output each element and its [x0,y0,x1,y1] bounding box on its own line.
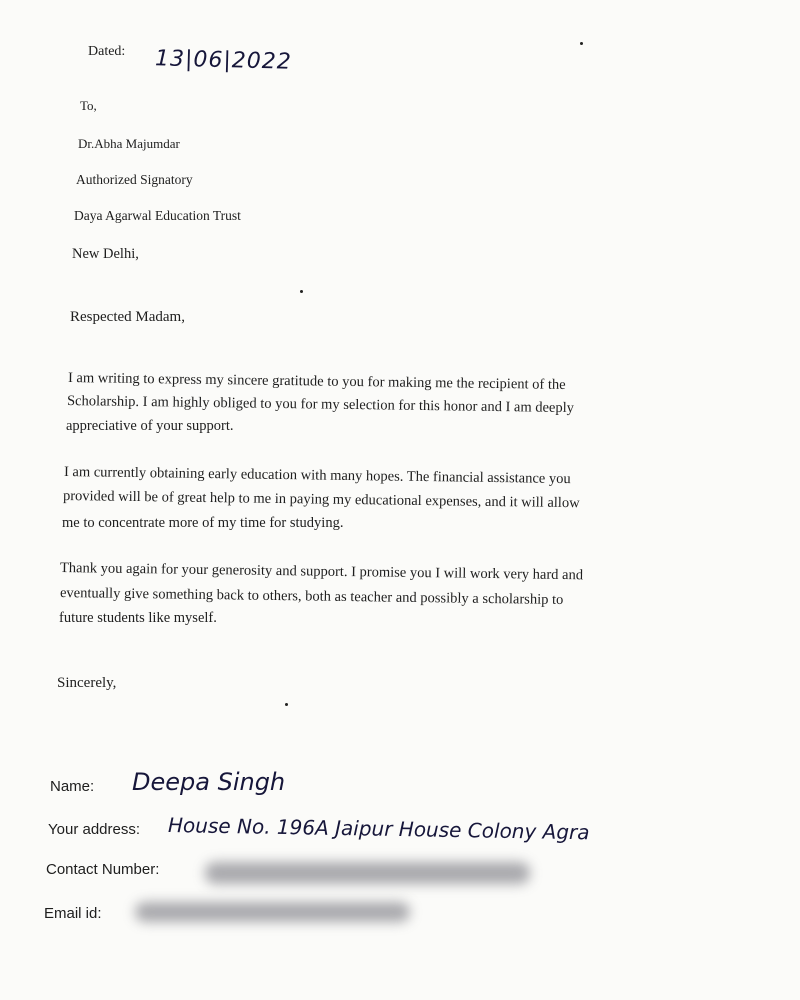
email-redacted [135,902,410,922]
speck [300,290,303,293]
paragraph-3-line-1: Thank you again for your generosity and support. I promise you I will work very hard and [59,560,584,584]
contact-label: Contact Number: [46,861,160,878]
paragraph-2-line-1: I am currently obtaining early education with many hopes. The financial assistance you [63,464,571,488]
name-value: Deepa Singh [132,768,286,796]
paragraph-1-line-2: Scholarship. I am highly obliged to you for my selection for this honor and I am deeply [66,393,575,417]
paragraph-2-line-3: me to concentrate more of my time for studying. [62,515,344,531]
speck [285,703,288,706]
recipient-org: Daya Agarwal Education Trust [74,208,241,223]
paragraph-1-line-1: I am writing to express my sincere gratitude to you for making me the recipient of the [67,370,566,393]
recipient-name: Dr.Abha Majumdar [78,136,180,151]
address-label: Your address: [48,821,141,838]
salutation: Respected Madam, [70,309,185,325]
speck [580,42,583,45]
paragraph-3-line-2: eventually give something back to others, both as teacher and possibly a scholarship to [59,585,564,609]
paragraph-3-line-3: future students like myself. [59,610,217,626]
recipient-title: Authorized Signatory [76,172,193,187]
dated-value: 13|06|2022 [154,46,293,75]
name-label: Name: [50,778,95,795]
closing: Sincerely, [57,675,117,691]
email-label: Email id: [44,905,102,922]
to-line: To, [80,98,97,113]
dated-label: Dated: [88,44,126,59]
paragraph-1-line-3: appreciative of your support. [66,418,234,434]
address-value: House No. 196A Jaipur House Colony Agra [167,813,590,845]
recipient-city: New Delhi, [72,246,139,262]
paragraph-2-line-2: provided will be of great help to me in paying my educational expenses, and it will allow [62,488,580,512]
contact-redacted [205,862,530,884]
